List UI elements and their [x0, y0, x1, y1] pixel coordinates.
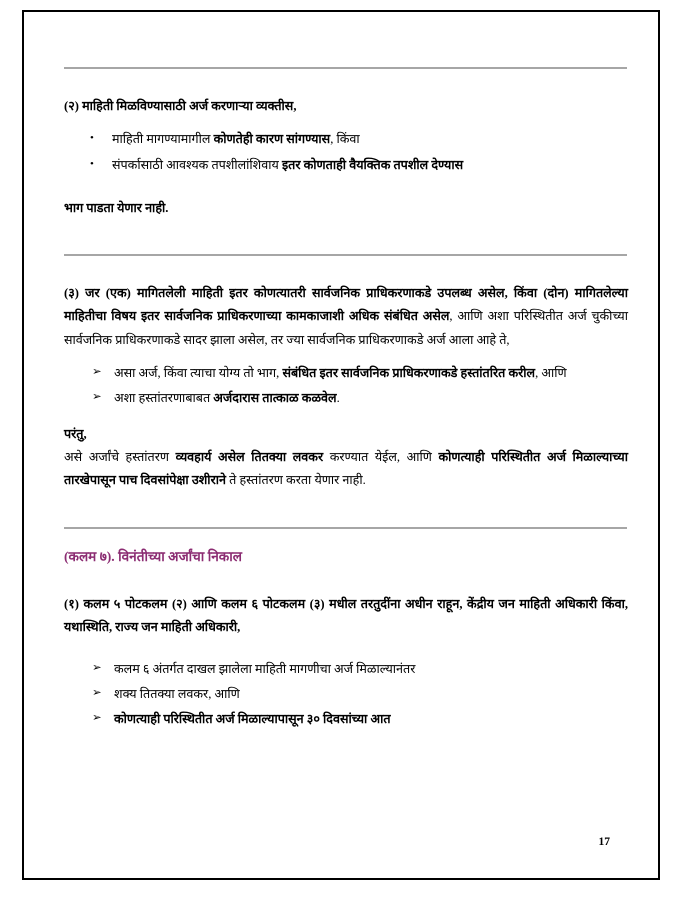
list-item — [64, 154, 628, 177]
section-clause-1: (१) कलम ५ पोटकलम (२) आणि कलम ६ पोटकलम (३) मधील तरतुदींना अधीन राहून, केंद्रीय जन माहिती अधिकारी किंवा, यथास्थिति, राज्य जन माहिती अधिकारी, — [64, 596, 628, 635]
list-item-text: कोणत्याही परिस्थितीत अर्ज मिळाल्यापासून ३० दिवसांच्या आत — [114, 712, 391, 727]
clause-2-intro: (२) माहिती मिळविण्यासाठी अर्ज करणाऱ्या व्यक्तीस, — [64, 99, 297, 113]
arrow-bullet-icon: ➢ — [92, 366, 102, 379]
list-item — [64, 128, 628, 151]
clause-2-bullet-list — [64, 128, 628, 177]
list-item — [64, 708, 628, 731]
list-item-text: अशा हस्तांतरणाबाबत अर्जदारास तात्काळ कळवेल. — [114, 391, 340, 406]
list-item-text: संपर्कासाठी आवश्यक तपशीलांशिवाय इतर कोणताही वैयक्तिक तपशील देण्यास — [112, 157, 464, 172]
proviso-label: परंतु, — [64, 426, 87, 441]
arrow-bullet-icon: ➢ — [92, 391, 102, 404]
list-item-text: कलम ६ अंतर्गत दाखल झालेला माहिती मागणीचा अर्ज मिळाल्यानंतर — [114, 661, 416, 676]
arrow-bullet-icon: ➢ — [92, 661, 102, 674]
spacer — [64, 567, 628, 593]
spacer — [64, 529, 628, 547]
clause-3-bullet-list — [64, 362, 628, 411]
list-item — [64, 683, 628, 706]
spacer — [64, 640, 628, 658]
spacer — [64, 352, 628, 362]
arrow-bullet-icon: ➢ — [92, 712, 102, 725]
spacer — [64, 256, 628, 282]
clause-2-closing: भाग पाडता येणार नाही. — [64, 200, 169, 215]
spacer — [64, 69, 628, 95]
spacer — [64, 413, 628, 423]
list-item-text: असा अर्ज, किंवा त्याचा योग्य तो भाग, संबंधित इतर सार्वजनिक प्राधिकरणाकडे हस्तांतरित करील, आणि — [114, 366, 567, 381]
section-heading: (कलम ७). विनंतीच्या अर्जांचा निकाल — [64, 548, 242, 564]
list-item-text: शक्य तितक्या लवकर, आणि — [114, 686, 240, 701]
proviso-body: असे अर्जांचे हस्तांतरण व्यवहार्य असेल तितक्या लवकर करण्यात येईल, आणि कोणत्याही परिस्थितीत अर्ज मिळाल्याच्या तारखेपासून पाच दिवसांपेक्षा उशीराने ते हस्तांतरण करता येणार नाही. — [64, 449, 628, 488]
disc-bullet-icon: • — [90, 157, 94, 170]
spacer — [64, 220, 628, 254]
clause-3-body: (३) जर (एक) मागितलेली माहिती इतर कोणत्यातरी सार्वजनिक प्राधिकरणाकडे उपलब्ध असेल, किंवा (दोन) मागितलेल्या माहितीचा विषय इतर सार्वजनिक प्राधिकरणाच्या कामकाजाशी अधिक संबंधित असेल, आणि अशा परिस्थितीत अर्ज चुकीच्या सार्वजनिक प्राधिकरणाकडे सादर झाला असेल, तर ज्या सार्वजनिक प्राधिकरणाकडे अर्ज आला आहे ते, — [64, 286, 628, 347]
disc-bullet-icon: • — [90, 132, 94, 145]
section-bullet-list — [64, 658, 628, 732]
page-number: 17 — [598, 836, 610, 848]
list-item-text: माहिती मागण्यामागील कोणतेही कारण सांगण्यास, किंवा — [112, 132, 360, 147]
arrow-bullet-icon: ➢ — [92, 686, 102, 699]
spacer — [64, 118, 628, 128]
page-border-frame — [22, 10, 660, 880]
list-item — [64, 362, 628, 385]
list-item — [64, 658, 628, 681]
spacer — [64, 493, 628, 527]
list-item — [64, 387, 628, 410]
page-content — [64, 67, 628, 867]
spacer — [64, 179, 628, 197]
